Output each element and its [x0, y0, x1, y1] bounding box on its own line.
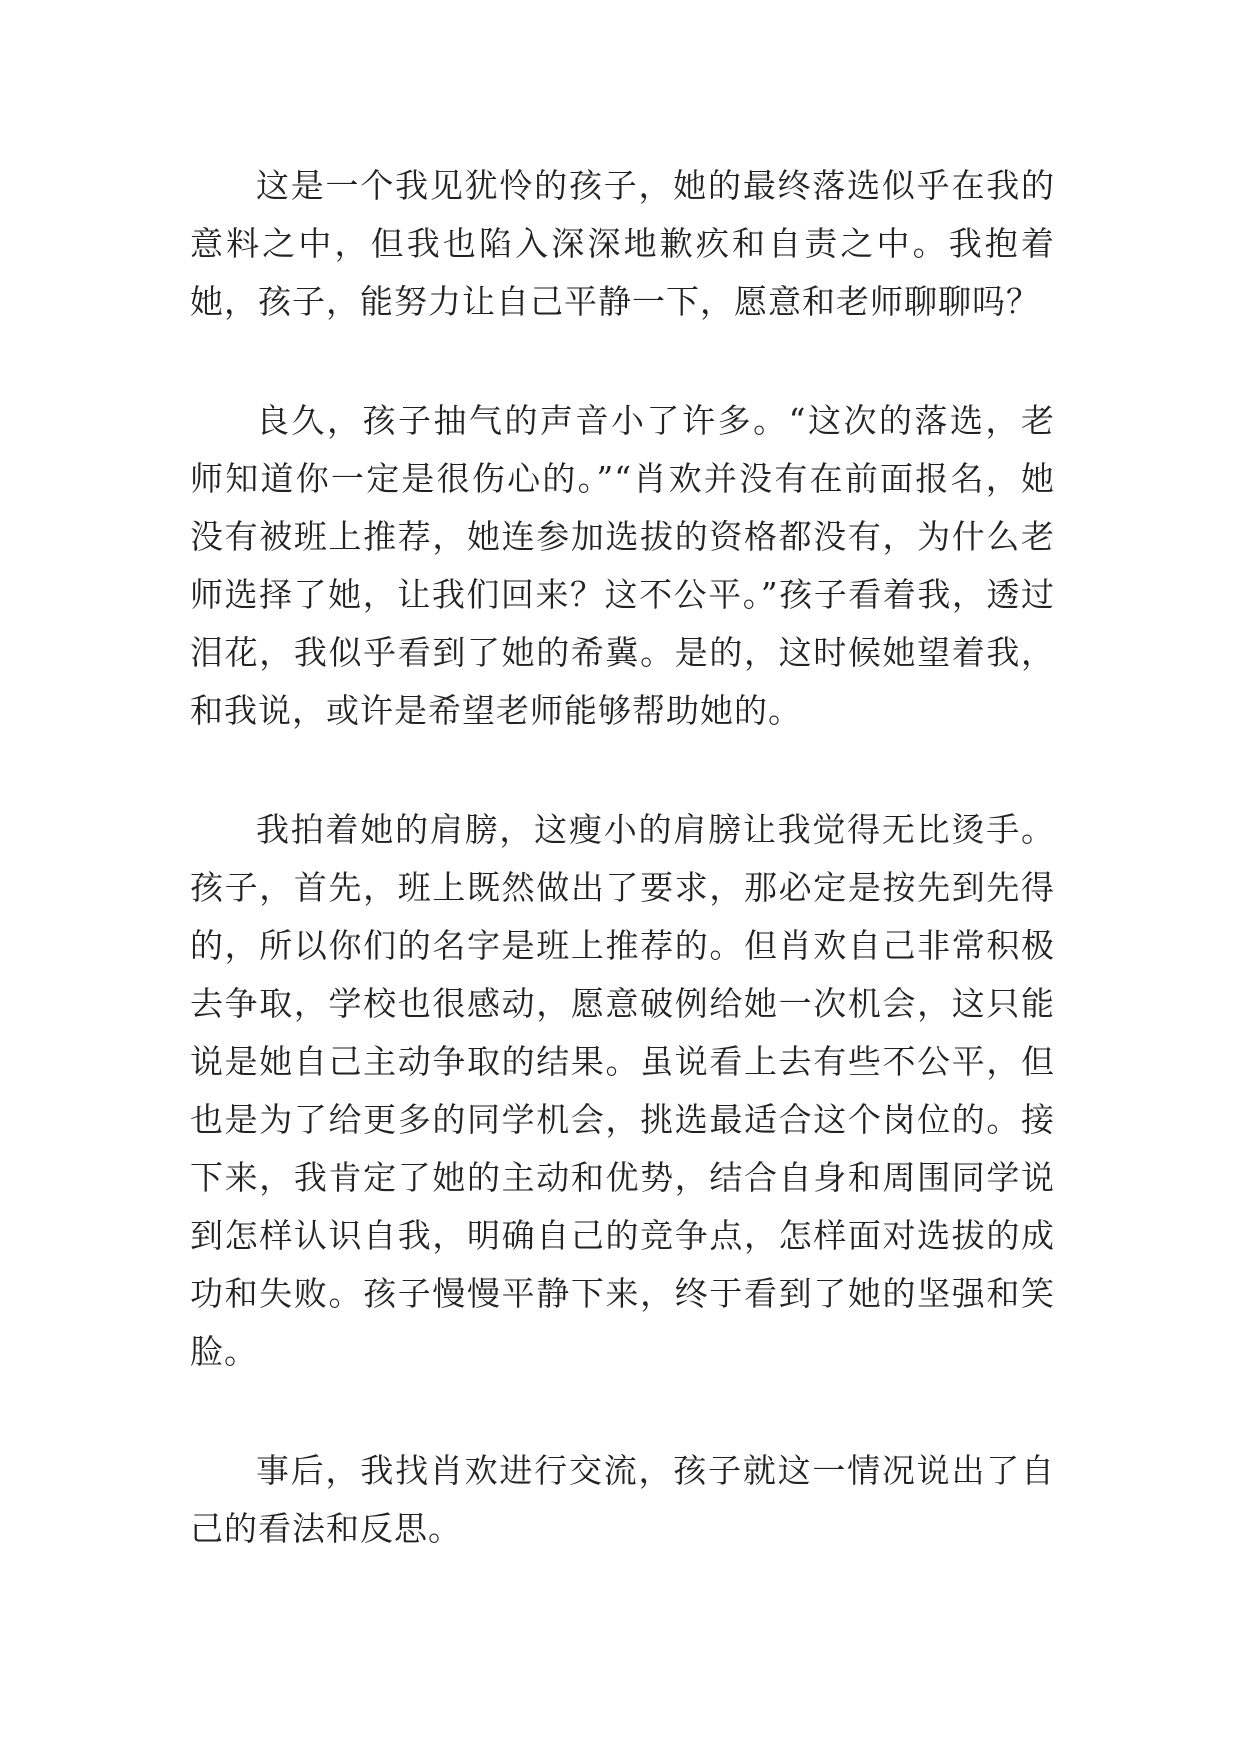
document-body [190, 157, 1055, 1619]
paragraph: 事后，我找肖欢进行交流，孩子就这一情况说出了自己的看法和反思。 [190, 1451, 1055, 1548]
paragraph: 良久，孩子抽气的声音小了许多。“这次的落选，老师知道你一定是很伤心的。”“肖欢并没有在前面报名，她没有被班上推荐，她连参加选拔的资格都没有，为什么老师选择了她，让我们回来？这不公平。”孩子看着我，透过泪花，我似乎看到了她的希冀。是的，这时候她望着我，和我说，或许是希望老师能够帮助她的。 [190, 401, 1055, 730]
paragraph: 这是一个我见犹怜的孩子，她的最终落选似乎在我的意料之中，但我也陷入深深地歉疚和自责之中。我抱着她，孩子，能努力让自己平静一下，愿意和老师聊聊吗？ [190, 166, 1055, 321]
paragraph: 我拍着她的肩膀，这瘦小的肩膀让我觉得无比烫手。孩子，首先，班上既然做出了要求，那必定是按先到先得的，所以你们的名字是班上推荐的。但肖欢自己非常积极去争取，学校也很感动，愿意破例给她一次机会，这只能说是她自己主动争取的结果。虽说看上去有些不公平，但也是为了给更多的同学机会，挑选最适合这个岗位的。接下来，我肯定了她的主动和优势，结合自身和周围同学说到怎样认识自我，明确自己的竞争点，怎样面对选拔的成功和失败。孩子慢慢平静下来，终于看到了她的坚强和笑脸。 [190, 810, 1055, 1371]
